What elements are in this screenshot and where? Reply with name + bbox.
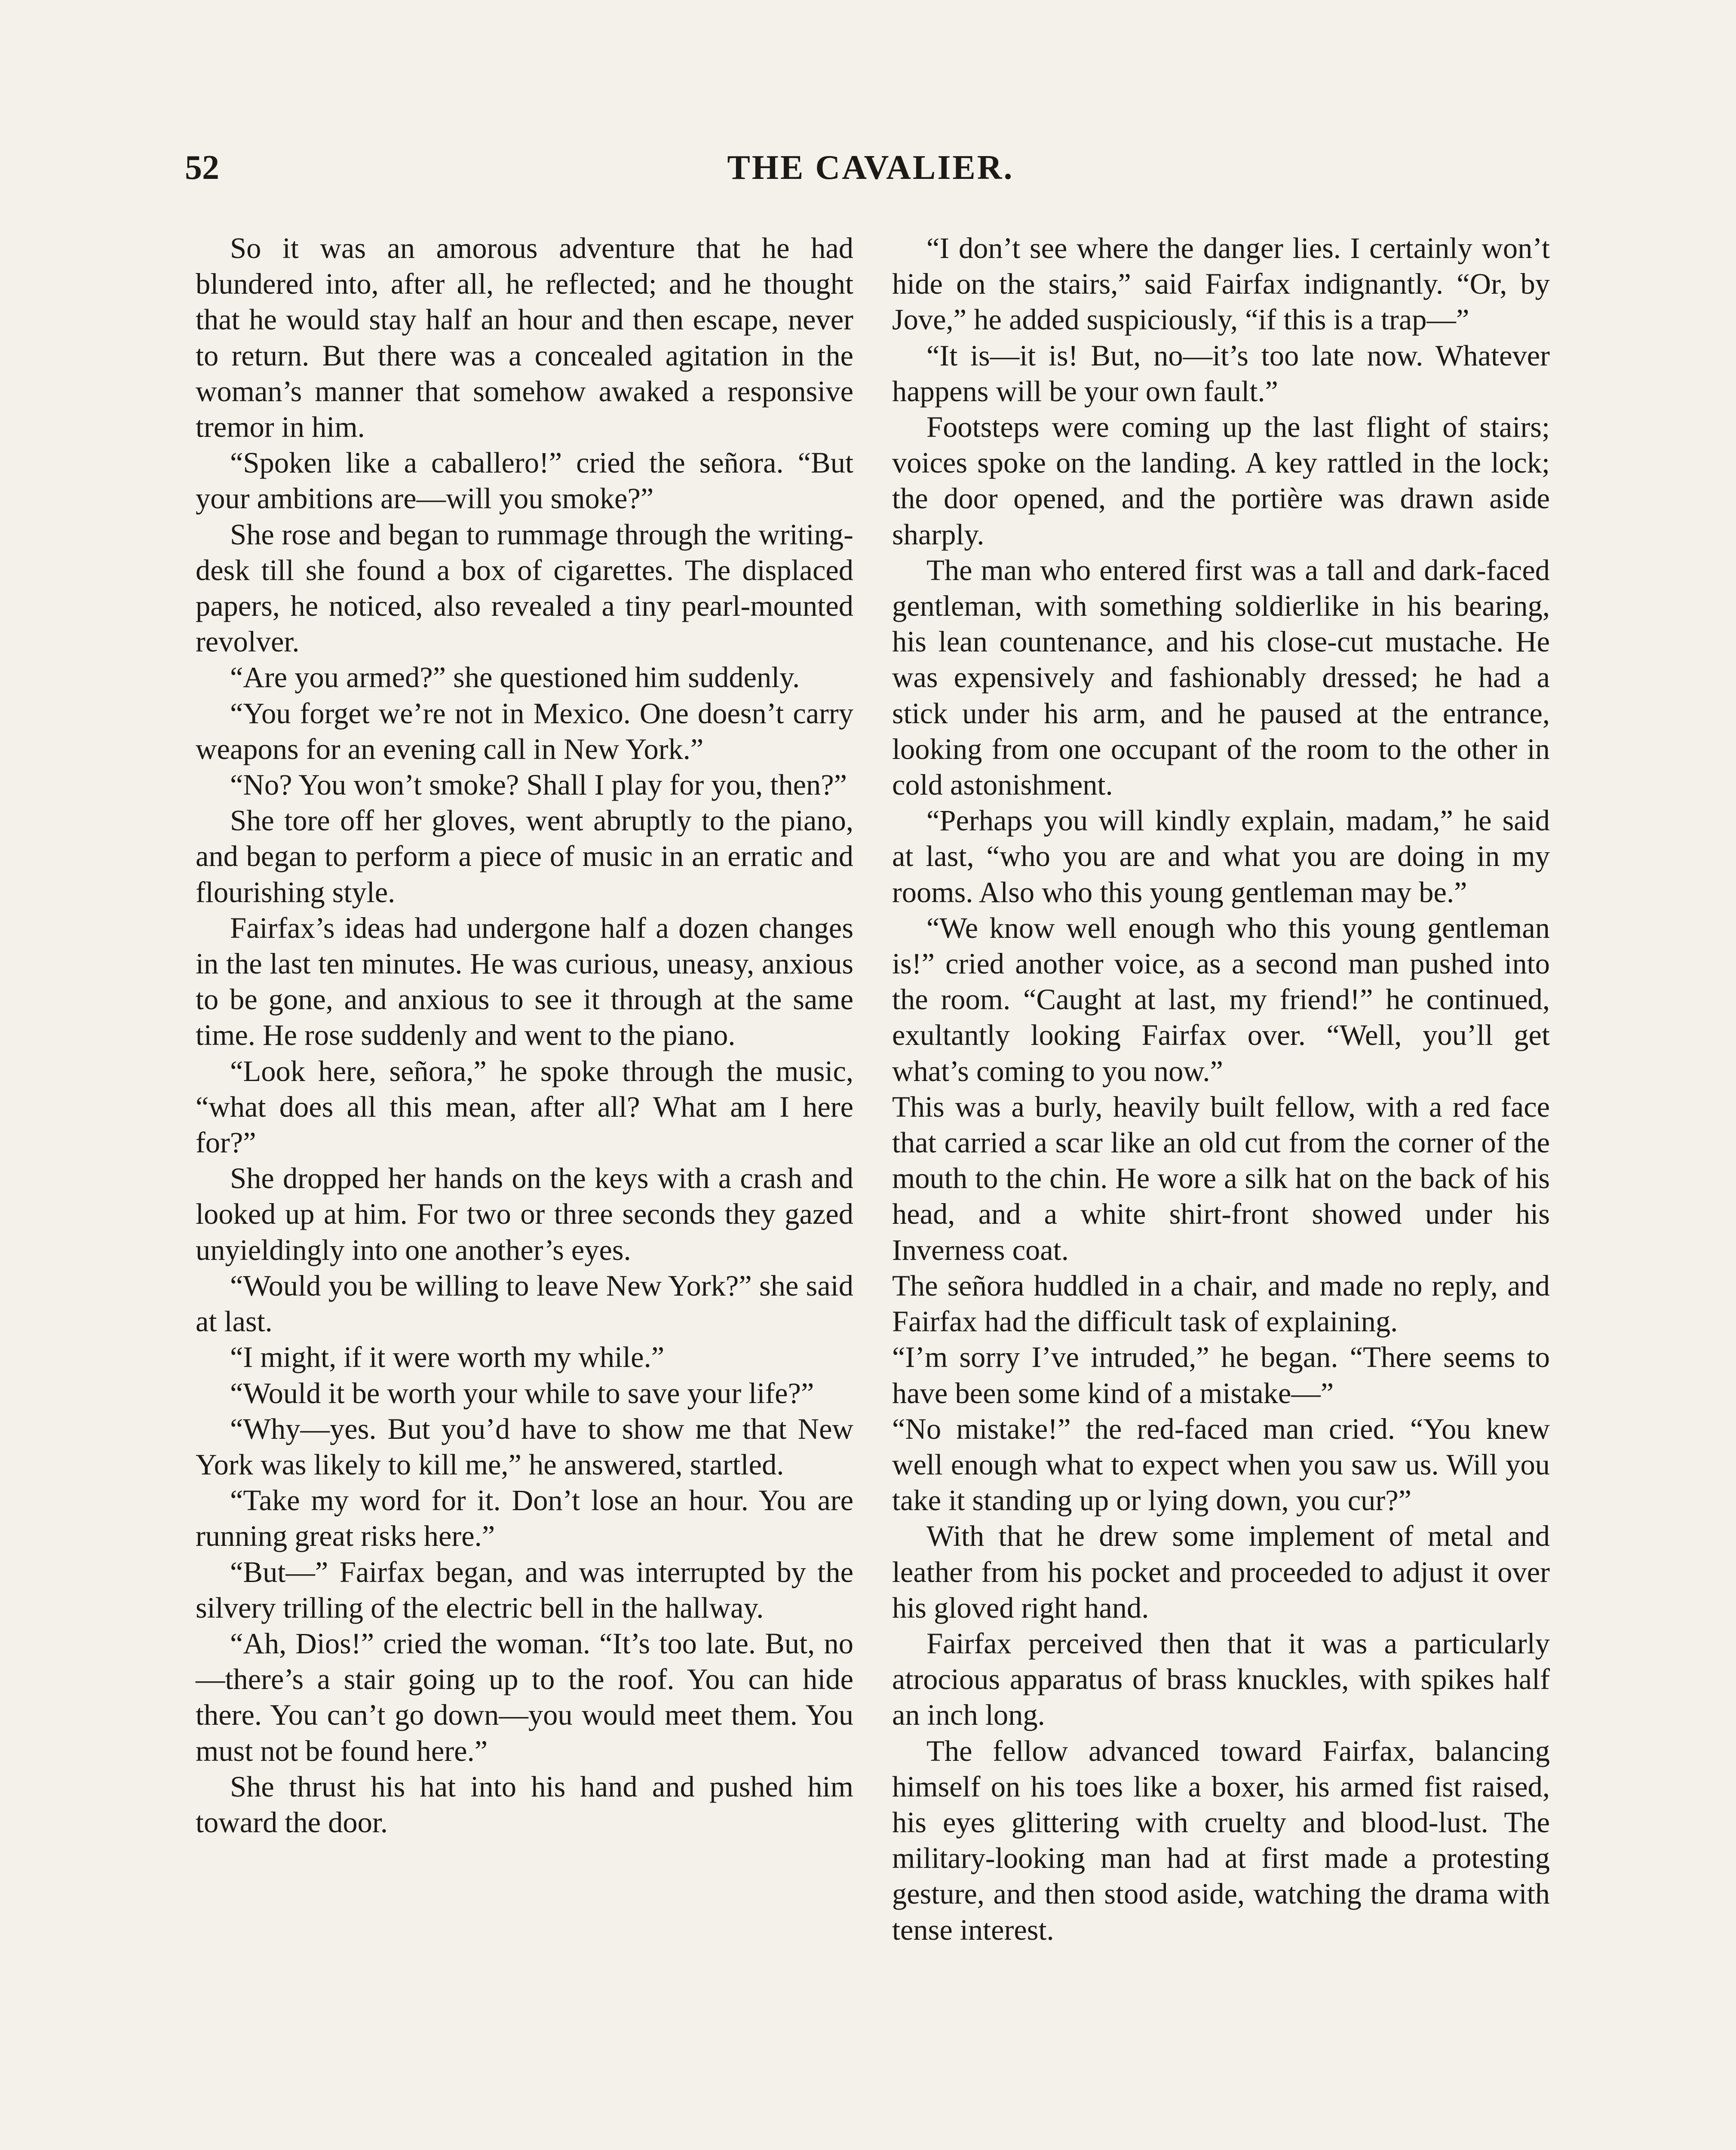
paragraph: She rose and began to rummage through the writing-desk till she found a box of cigarettes. The displaced papers, he noticed, also revealed a tiny pearl-mounted revolver. [196, 518, 853, 658]
paragraph: The fellow advanced toward Fairfax, balancing himself on his toes like a boxer, his armed fist raised, his eyes glittering with cruelty and blood-lust. The military-looking man had at first made a protesting gesture, and then stood aside, watching the drama with tense interest. [892, 1734, 1550, 1946]
paragraph: “We know well enough who this young gentleman is!” cried another voice, as a second man pushed into the room. “Caught at last, my friend!” he continued, exultantly looking Fairfax over. “Well, you’ll get what’s coming to you now.” [892, 911, 1550, 1087]
paragraph: With that he drew some implement of metal and leather from his pocket and proceeded to adjust it over his gloved right hand. [892, 1520, 1550, 1624]
paragraph: “I don’t see where the danger lies. I certainly won’t hide on the stairs,” said Fairfax indignantly. “Or, by Jove,” he added suspiciously, “if this is a trap—” [892, 232, 1550, 336]
paragraph: “Take my word for it. Don’t lose an hour. You are running great risks here.” [196, 1484, 853, 1553]
left-column [196, 230, 853, 1840]
paragraph: “I might, if it were worth my while.” [230, 1341, 665, 1374]
paragraph: “Are you armed?” she questioned him suddenly. [230, 661, 800, 694]
paragraph: “Spoken like a caballero!” cried the señora. “But your ambitions are—will you smoke?” [196, 446, 853, 515]
running-title: THE CAVALIER. [727, 149, 1014, 187]
paragraph: Footsteps were coming up the last flight of stairs; voices spoke on the landing. A key rattled in the lock; the door opened, and the portière was drawn aside sharply. [892, 411, 1550, 551]
paragraph: “Why—yes. But you’d have to show me that New York was likely to kill me,” he answered, startled. [196, 1412, 853, 1481]
paragraph: The señora huddled in a chair, and made no reply, and Fairfax had the difficult task of explaining. [892, 1269, 1550, 1338]
paragraph: “Perhaps you will kindly explain, madam,” he said at last, “who you are and what you are doing in my rooms. Also who this young gentleman may be.” [892, 804, 1550, 909]
paragraph: “No? You won’t smoke? Shall I play for you, then?” [230, 768, 847, 802]
paragraph: “Would you be willing to leave New York?” she said at last. [196, 1269, 853, 1338]
page-header [185, 148, 1556, 196]
page-number: 52 [185, 149, 219, 187]
paragraph: She tore off her gloves, went abruptly to the piano, and began to perform a piece of music in an erratic and flourishing style. [196, 804, 853, 909]
paragraph: “Look here, señora,” he spoke through the music, “what does all this mean, after all? What am I here for?” [196, 1054, 853, 1159]
paragraph: The man who entered first was a tall and dark-faced gentleman, with something soldierlike in his bearing, his lean countenance, and his close-cut mustache. He was expensively and fashionably dressed; he had a stick under his arm, and he paused at the entrance, looking from one occupant of the room to the other in cold astonishment. [892, 553, 1550, 802]
paragraph: “No mistake!” the red-faced man cried. “You knew well enough what to expect when you saw us. Will you take it standing up or lying down, you cur?” [892, 1412, 1550, 1517]
paragraph: Fairfax perceived then that it was a particularly atrocious apparatus of brass knuckles, with spikes half an inch long. [892, 1627, 1550, 1732]
paragraph: “Ah, Dios!” cried the woman. “It’s too late. But, no—there’s a stair going up to the roof. You can hide there. You can’t go down—you would meet them. You must not be found here.” [196, 1627, 853, 1767]
paragraph: “You forget we’re not in Mexico. One doesn’t carry weapons for an evening call in New York.” [196, 697, 853, 765]
paragraph: “I’m sorry I’ve intruded,” he began. “There seems to have been some kind of a mistake—” [892, 1341, 1550, 1410]
right-column [892, 230, 1550, 1948]
paragraph: “But—” Fairfax began, and was interrupted by the silvery trilling of the electric bell in the hallway. [196, 1555, 853, 1624]
paragraph: “It is—it is! But, no—it’s too late now. Whatever happens will be your own fault.” [892, 339, 1550, 408]
paragraph: Fairfax’s ideas had undergone half a dozen changes in the last ten minutes. He was curious, uneasy, anxious to be gone, and anxious to see it through at the same time. He rose suddenly and went to the piano. [196, 911, 853, 1052]
paragraph: This was a burly, heavily built fellow, with a red face that carried a scar like an old cut from the corner of the mouth to the chin. He wore a silk hat on the back of his head, and a white shirt-front showed under his Inverness coat. [892, 1090, 1550, 1266]
paragraph: She thrust his hat into his hand and pushed him toward the door. [196, 1770, 853, 1839]
paragraph: “Would it be worth your while to save your life?” [230, 1376, 814, 1410]
paragraph: So it was an amorous adventure that he had blundered into, after all, he reflected; and he thought that he would stay half an hour and then escape, never to return. But there was a concealed agitation in the woman’s manner that somehow awaked a responsive tremor in him. [196, 232, 853, 444]
paragraph: She dropped her hands on the keys with a crash and looked up at him. For two or three seconds they gazed unyieldingly into one another’s eyes. [196, 1162, 853, 1266]
